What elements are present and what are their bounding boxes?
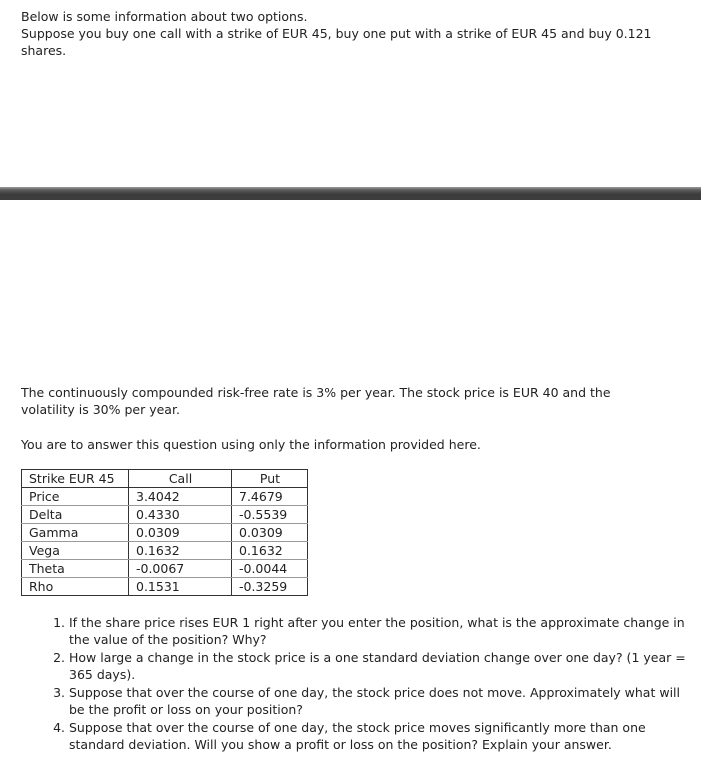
call-value: -0.0067	[129, 560, 232, 578]
put-value: 0.1632	[232, 542, 308, 560]
header-put: Put	[232, 470, 308, 488]
table-row	[22, 488, 308, 506]
table-row	[22, 524, 308, 542]
row-label: Gamma	[22, 524, 129, 542]
put-value: -0.5539	[232, 506, 308, 524]
row-label: Delta	[22, 506, 129, 524]
question-item: 2. How large a change in the stock price is a one standard deviation change over one day? (1 year = 365 days).	[69, 649, 691, 683]
intro-line-1: Below is some information about two options.	[21, 9, 308, 24]
header-strike: Strike EUR 45	[22, 470, 129, 488]
intro-line-2: Suppose you buy one call with a strike of EUR 45, buy one put with a strike of EUR 45 and buy 0.121 shares.	[21, 26, 652, 58]
table-row	[22, 542, 308, 560]
table-row	[22, 560, 308, 578]
table-row	[22, 578, 308, 596]
question-item: 1. If the share price rises EUR 1 right after you enter the position, what is the approximate change in the value of the position? Why?	[69, 614, 691, 648]
call-value: 0.1632	[129, 542, 232, 560]
row-label: Vega	[22, 542, 129, 560]
call-value: 0.4330	[129, 506, 232, 524]
row-label: Price	[22, 488, 129, 506]
rate-text: The continuously compounded risk-free rate is 3% per year. The stock price is EUR 40 and the volatility is 30% per year.	[21, 385, 611, 417]
put-value: 0.0309	[232, 524, 308, 542]
question-item: 3. Suppose that over the course of one day, the stock price does not move. Approximately what will be the profit or loss on your position?	[69, 684, 691, 718]
call-value: 0.0309	[129, 524, 232, 542]
section-divider	[0, 187, 701, 200]
put-value: -0.3259	[232, 578, 308, 596]
call-value: 3.4042	[129, 488, 232, 506]
question-list	[30, 614, 691, 754]
instruction-text: You are to answer this question using only the information provided here.	[21, 437, 481, 452]
row-label: Rho	[22, 578, 129, 596]
table-row	[22, 506, 308, 524]
table-header-row	[22, 470, 308, 488]
row-label: Theta	[22, 560, 129, 578]
call-value: 0.1531	[129, 578, 232, 596]
put-value: 7.4679	[232, 488, 308, 506]
question-item: 4. Suppose that over the course of one day, the stock price moves significantly more than one standard deviation. Will you show a profit or loss on the position? Explain your answer.	[69, 719, 691, 753]
put-value: -0.0044	[232, 560, 308, 578]
header-call: Call	[129, 470, 232, 488]
option-greeks-table	[21, 469, 308, 596]
